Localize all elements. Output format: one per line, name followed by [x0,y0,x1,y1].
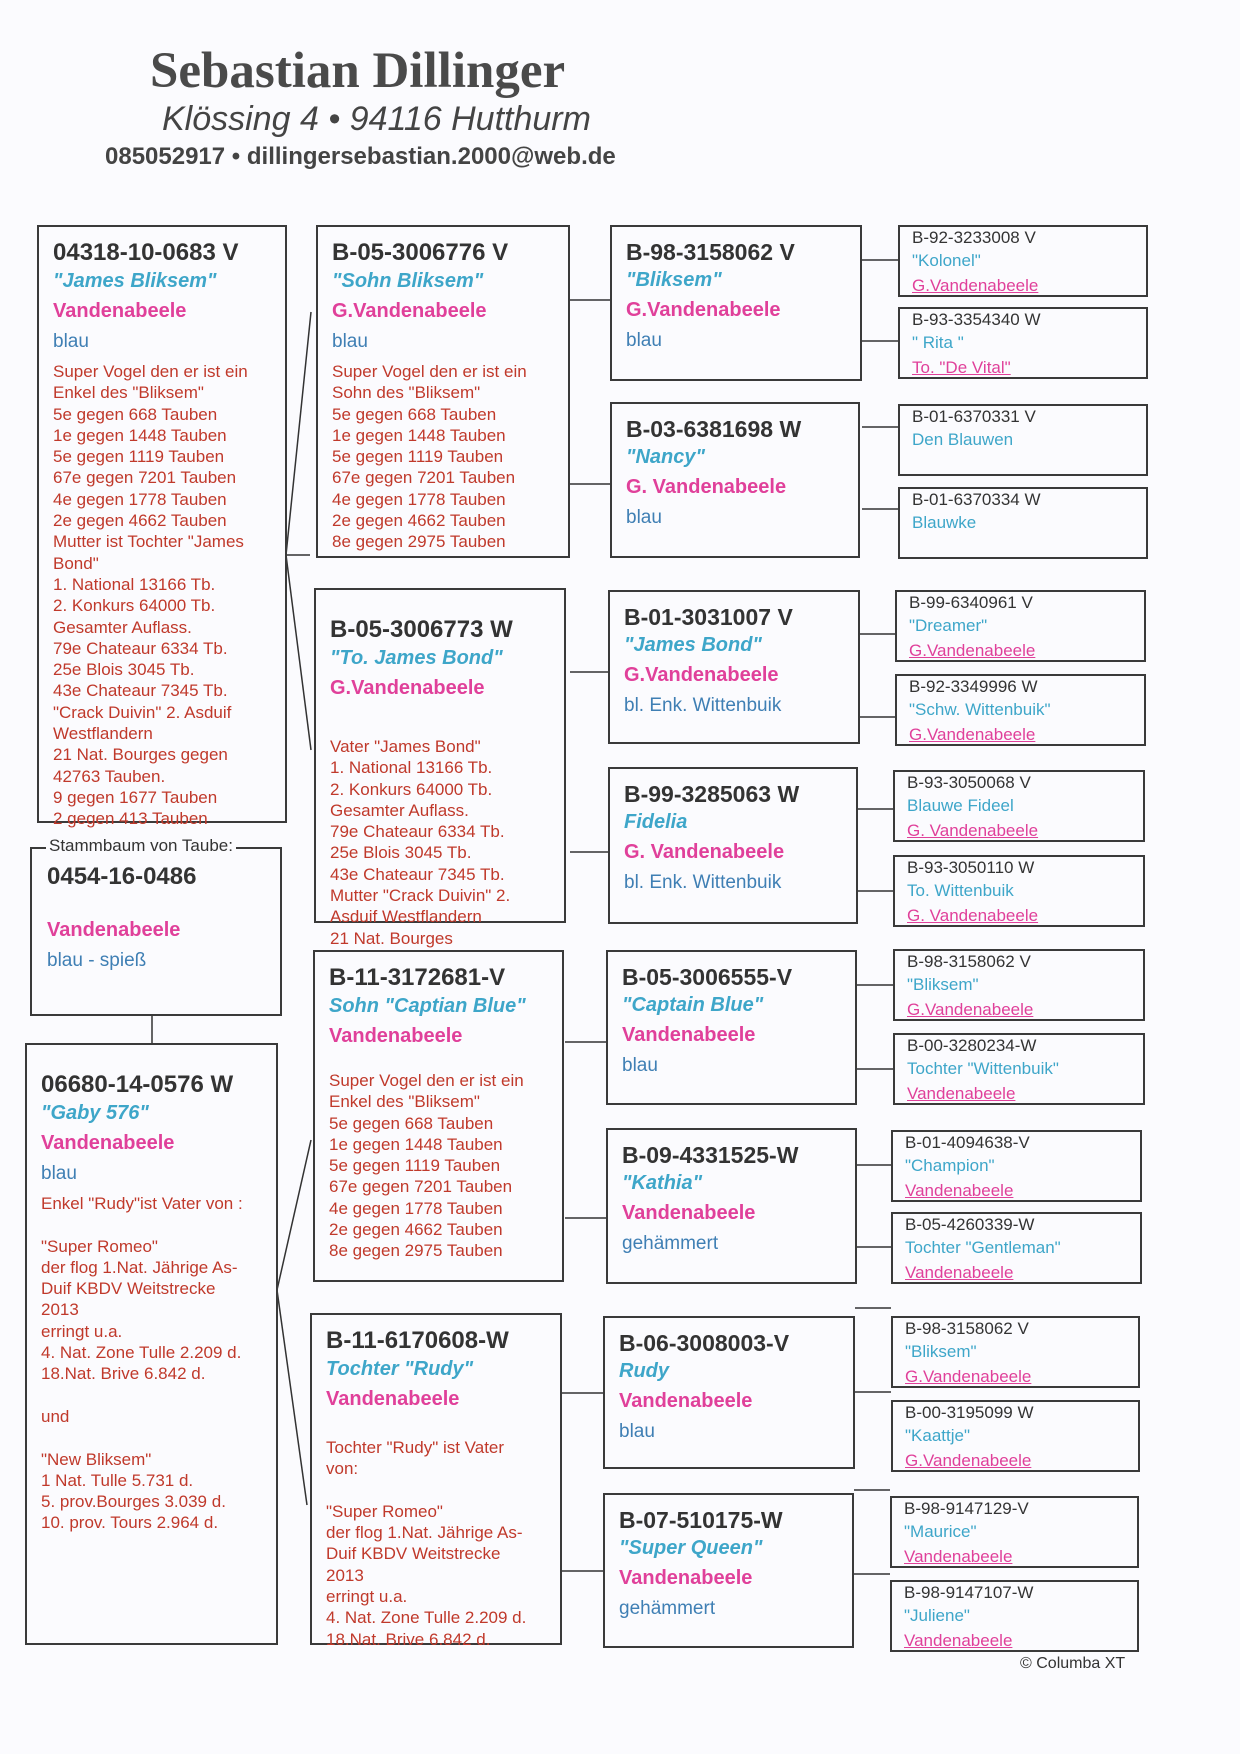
gen3-card [603,1316,855,1469]
gen4-ring: B-05-4260339-W [905,1215,1035,1234]
gen4-name: To. Wittenbuik [907,881,1014,900]
gen4-name: Tochter "Wittenbuik" [907,1059,1059,1078]
father-ring: 04318-10-0683 V [53,239,239,266]
father-card [37,225,287,829]
gen4-ring: B-93-3354340 W [912,310,1041,329]
gen4-ring: B-98-3158062 V [907,952,1031,971]
gen3-card [608,590,860,744]
gen4-name: Den Blauwen [912,430,1014,449]
gen4-card [893,770,1145,842]
gen4-card [893,1033,1145,1105]
gen4-ring: B-92-3349996 W [909,677,1038,696]
gen4-name: " Rita " [912,333,964,352]
father-name: "James Bliksem" [53,270,217,292]
mother-color: blau [41,1163,77,1184]
gen4-name: Tochter "Gentleman" [905,1238,1061,1257]
gen2-card [316,225,570,558]
gen4-breeder: G.Vandenabeele [907,1000,1034,1019]
gen4-card [898,487,1148,559]
mother-ring: 06680-14-0576 W [41,1071,234,1098]
gen3-ring: B-99-3285063 W [624,781,800,807]
gen4-breeder: G.Vandenabeele [909,641,1036,660]
gen2-breeder: G.Vandenabeele [332,300,487,322]
gen3-ring: B-09-4331525-W [622,1142,799,1168]
subject-breeder: Vandenabeele [47,919,181,941]
gen2-notes: Vater "James Bond" 1. National 13166 Tb. 2. Konkurs 64000 Tb. Gesamter Auflass. 79e Chateaur 6334 Tb. 25e Blois 3045 Tb. 43e Chateaur 7345 Tb. Mutter "Crack Duivin" 2. Asduif Westflandern 21 Nat. Bourges [330,737,511,948]
gen3-ring: B-01-3031007 V [624,604,793,630]
gen3-card [606,950,857,1105]
gen4-breeder: Vandenabeele [904,1547,1013,1566]
gen4-card [891,1400,1140,1472]
mother-notes: Enkel "Rudy"ist Vater von : "Super Romeo" der flog 1.Nat. Jährige As- Duif KBDV Weitstrecke 2013 erringt u.a. 4. Nat. Zone Tulle 2.209 d. 18.Nat. Brive 6.842 d. und "New Bliksem" 1 Nat. Tulle 5.731 d. 5. prov.Bourges 3.039 d. 10. prov. Tours 2.964 d. [41,1194,243,1533]
gen3-card [606,1128,857,1284]
gen4-card [890,1580,1139,1652]
gen2-notes: Tochter "Rudy" ist Vater von: "Super Romeo" der flog 1.Nat. Jährige As- Duif KBDV Weitstrecke 2013 erringt u.a. 4. Nat. Zone Tulle 2.209 d. 18.Nat. Brive 6.842 d. [326,1438,527,1649]
mother-card [25,1043,278,1645]
gen2-notes: Super Vogel den er ist ein Sohn des "Bliksem" 5e gegen 668 Tauben 1e gegen 1448 Tauben 5e gegen 1119 Tauben 67e gegen 7201 Tauben 4e gegen 1778 Tauben 2e gegen 4662 Tauben 8e gegen 2975 Tauben [332,362,527,552]
subject-color: blau - spieß [47,950,147,971]
gen4-card [895,674,1146,746]
gen3-breeder: Vandenabeele [619,1567,753,1589]
gen4-ring: B-01-6370331 V [912,407,1036,426]
gen2-name: "Sohn Bliksem" [332,270,484,292]
gen2-breeder: Vandenabeele [329,1025,463,1047]
gen4-name: "Schw. Wittenbuik" [909,700,1051,719]
gen4-breeder: Vandenabeele [904,1631,1013,1650]
gen4-breeder: G.Vandenabeele [912,276,1039,295]
breeder-contact: 085052917 • dillingersebastian.2000@web.de [105,143,616,170]
gen3-card [610,402,860,558]
gen4-card [893,949,1145,1021]
gen4-ring: B-00-3195099 W [905,1403,1034,1422]
gen4-name: Blauwke [912,513,977,532]
gen3-breeder: Vandenabeele [622,1024,756,1046]
gen4-card [890,1496,1139,1568]
gen3-breeder: G. Vandenabeele [624,841,785,863]
gen4-ring: B-01-4094638-V [905,1133,1030,1152]
gen4-breeder: Vandenabeele [907,1084,1016,1103]
gen4-name: Blauwe Fideel [907,796,1014,815]
breeder-address: Klössing 4 • 94116 Hutthurm [162,100,591,138]
subject-ring: 0454-16-0486 [47,863,197,890]
gen3-ring: B-05-3006555-V [622,964,793,990]
gen2-notes: Super Vogel den er ist ein Enkel des "Bliksem" 5e gegen 668 Tauben 1e gegen 1448 Tauben 5e gegen 1119 Tauben 67e gegen 7201 Tauben 4e gegen 1778 Tauben 2e gegen 4662 Tauben 8e gegen 2975 Tauben [329,1071,524,1261]
gen3-color: bl. Enk. Wittenbuik [624,695,782,716]
gen3-card [603,1493,854,1648]
gen3-color: gehämmert [622,1233,719,1254]
gen4-name: "Dreamer" [909,616,988,635]
breeder-name: Sebastian Dillinger [150,43,566,99]
gen3-color: gehämmert [619,1598,716,1619]
gen2-name: Tochter "Rudy" [326,1358,474,1380]
gen4-name: "Juliene" [904,1606,970,1625]
gen3-name: "Bliksem" [626,269,722,291]
gen2-card [314,588,566,948]
gen3-name: "Captain Blue" [622,994,764,1016]
gen3-color: blau [626,507,662,528]
gen4-name: "Kaattje" [905,1426,970,1445]
gen4-card [898,307,1148,379]
gen4-ring: B-98-9147107-W [904,1583,1034,1602]
gen4-card [898,404,1148,476]
gen4-card [891,1130,1142,1202]
gen2-ring: B-05-3006776 V [332,239,509,266]
gen3-ring: B-03-6381698 W [626,416,802,442]
gen2-ring: B-11-6170608-W [326,1327,509,1354]
gen3-breeder: G.Vandenabeele [624,664,779,686]
gen4-breeder: G.Vandenabeele [909,725,1036,744]
gen3-name: Rudy [619,1360,669,1382]
gen3-name: "Super Queen" [619,1537,763,1559]
gen2-card [313,950,564,1282]
mother-name: "Gaby 576" [41,1102,149,1124]
gen4-breeder: Vandenabeele [905,1263,1014,1282]
gen3-ring: B-98-3158062 V [626,239,795,265]
gen3-card [610,225,862,381]
gen3-breeder: G. Vandenabeele [626,476,787,498]
gen4-card [893,855,1145,927]
gen4-ring: B-93-3050068 V [907,773,1031,792]
gen2-name: Sohn "Captian Blue" [329,995,526,1017]
gen3-color: blau [626,330,662,351]
gen2-breeder: Vandenabeele [326,1388,460,1410]
gen3-color: bl. Enk. Wittenbuik [624,872,782,893]
gen4-name: "Champion" [905,1156,995,1175]
gen3-color: blau [619,1421,655,1442]
gen4-ring: B-98-3158062 V [905,1319,1029,1338]
pedigree-label: Stammbaum von Taube: [46,836,236,856]
father-color: blau [53,331,89,352]
gen4-ring: B-98-9147129-V [904,1499,1029,1518]
subject-card [30,847,282,1016]
gen4-name: "Bliksem" [905,1342,977,1361]
gen2-card [310,1313,562,1649]
gen4-breeder: G.Vandenabeele [905,1367,1032,1386]
gen2-breeder: G.Vandenabeele [330,677,485,699]
gen4-name: "Kolonel" [912,251,981,270]
copyright-notice: © Columba XT [1020,1655,1126,1672]
gen4-breeder: G. Vandenabeele [907,906,1039,925]
gen4-ring: B-92-3233008 V [912,228,1036,247]
gen4-card [898,225,1148,297]
gen4-breeder: Vandenabeele [905,1181,1014,1200]
father-breeder: Vandenabeele [53,300,187,322]
gen4-name: "Maurice" [904,1522,977,1541]
gen4-ring: B-93-3050110 W [907,858,1035,877]
gen3-ring: B-07-510175-W [619,1507,783,1533]
father-notes: Super Vogel den er ist ein Enkel des "Bliksem" 5e gegen 668 Tauben 1e gegen 1448 Tauben 5e gegen 1119 Tauben 67e gegen 7201 Tauben 4e gegen 1778 Tauben 2e gegen 4662 Tauben Mutter ist Tochter "James Bond" 1. National 13166 Tb. 2. Konkurs 64000 Tb. Gesamter Auflass. 79e Chateaur 6334 Tb. 25e Blois 3045 Tb. 43e Chateaur 7345 Tb. "Crack Duivin" 2. Asduif Westflandern 21 Nat. Bourges gegen 42763 Tauben. 9 gegen 1677 Tauben 2 gegen 413 Tauben [53,362,248,829]
gen3-ring: B-06-3008003-V [619,1330,790,1356]
gen3-name: "Kathia" [622,1172,703,1194]
gen2-color: blau [332,331,368,352]
gen3-name: "James Bond" [624,634,762,656]
mother-breeder: Vandenabeele [41,1132,175,1154]
gen4-ring: B-01-6370334 W [912,490,1041,509]
gen4-breeder: To. "De Vital" [912,358,1011,377]
gen3-card [608,767,858,924]
gen4-card [895,590,1146,662]
gen4-breeder: G. Vandenabeele [907,821,1039,840]
gen4-card [891,1212,1142,1284]
gen3-color: blau [622,1055,658,1076]
gen4-card [891,1316,1140,1388]
gen2-ring: B-05-3006773 W [330,616,513,643]
gen4-ring: B-99-6340961 V [909,593,1033,612]
gen2-name: "To. James Bond" [330,647,503,669]
gen3-breeder: Vandenabeele [622,1202,756,1224]
gen3-name: "Nancy" [626,446,705,468]
gen4-ring: B-00-3280234-W [907,1036,1037,1055]
gen2-ring: B-11-3172681-V [329,964,506,991]
gen3-breeder: Vandenabeele [619,1390,753,1412]
gen4-name: "Bliksem" [907,975,979,994]
gen3-breeder: G.Vandenabeele [626,299,781,321]
gen3-name: Fidelia [624,811,688,833]
gen4-breeder: G.Vandenabeele [905,1451,1032,1470]
